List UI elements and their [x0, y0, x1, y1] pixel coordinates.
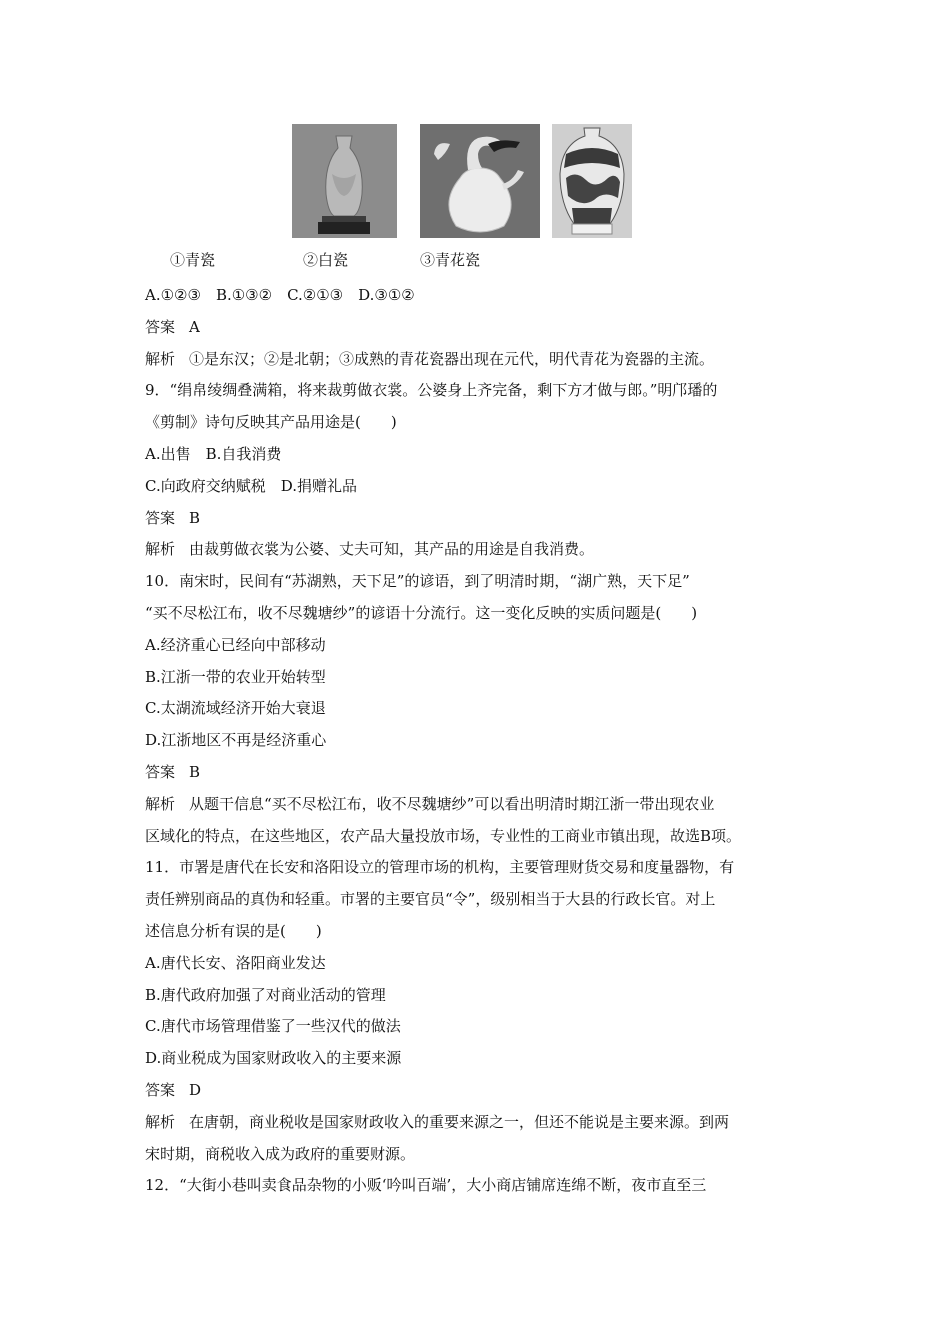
- q11-option-c: C.唐代市场管理借鉴了一些汉代的做法: [145, 1017, 401, 1036]
- q11-stem-line-3: 述信息分析有误的是( ): [145, 921, 322, 940]
- q11-option-a: A.唐代长安、洛阳商业发达: [145, 953, 326, 972]
- answer-value: A: [189, 317, 200, 336]
- analysis-text: ①是东汉；②是北朝；③成熟的青花瓷器出现在元代，明代青花为瓷器的主流。: [189, 349, 715, 368]
- q8-analysis: [145, 344, 813, 376]
- q11-option-b: B.唐代政府加强了对商业活动的管理: [145, 985, 386, 1004]
- answer-value: B: [189, 508, 201, 527]
- analysis-text: 由裁剪做衣裳为公婆、丈夫可知，其产品的用途是自我消费。: [189, 540, 595, 559]
- q11-answer: [145, 1075, 813, 1107]
- q10-option-c: C.太湖流域经济开始大衰退: [145, 699, 326, 718]
- analysis-label: 解析: [145, 349, 176, 368]
- answer-label: 答案: [145, 762, 176, 781]
- q10-analysis-line-2: 区域化的特点，在这些地区，农产品大量投放市场，专业性的工商业市镇出现，故选B项。: [145, 826, 742, 845]
- q9-analysis: [145, 534, 813, 566]
- caption-celadon: ①青瓷: [170, 251, 216, 269]
- q10-option-a: A.经济重心已经向中部移动: [145, 635, 326, 654]
- q9-stem-line-2: 《剪制》诗句反映其产品用途是( ): [145, 413, 397, 432]
- answer-value: D: [189, 1080, 202, 1099]
- q12-stem-line-1: 12．“大街小巷叫卖食品杂物的小贩‘吟叫百端’，大小商店铺席连绵不断，夜市直至三: [145, 1176, 707, 1195]
- q11-stem-line-1: 11．市署是唐代在长安和洛阳设立的管理市场的机构，主要管理财货交易和度量器物，有: [145, 858, 735, 877]
- blue-white-porcelain-vase-image: [552, 124, 632, 238]
- answer-label: 答案: [145, 1080, 176, 1099]
- q8-options: A.①②③ B.①③② C.②①③ D.③①②: [145, 286, 415, 304]
- white-porcelain-ewer-image: [420, 124, 540, 238]
- q10-stem-line-2: “买不尽松江布，收不尽魏塘纱”的谚语十分流行。这一变化反映的实质问题是( ): [145, 603, 698, 622]
- question-text: [145, 280, 813, 1202]
- answer-label: 答案: [145, 317, 176, 336]
- q9-answer: [145, 503, 813, 535]
- celadon-vase-image: [292, 124, 397, 238]
- q9-options-line-2: C.向政府交纳赋税 D.捐赠礼品: [145, 476, 357, 495]
- answer-value: B: [189, 762, 201, 781]
- q10-stem-line-1: 10．南宋时，民间有“苏湖熟，天下足”的谚语，到了明清时期，“湖广熟，天下足”: [145, 572, 690, 591]
- q9-options-line-1: A.出售 B.自我消费: [145, 444, 282, 463]
- q9-stem-line-1: 9．“绢帛绫绸叠满箱，将来裁剪做衣裳。公婆身上齐完备，剩下方才做与郎。”明邝璠的: [145, 381, 718, 400]
- caption-white-porcelain: ②白瓷: [303, 251, 349, 269]
- analysis-label: 解析: [145, 1112, 176, 1131]
- q11-option-d: D.商业税成为国家财政收入的主要来源: [145, 1049, 402, 1068]
- analysis-text: 在唐朝，商业税收是国家财政收入的重要来源之一，但还不能说是主要来源。到两: [189, 1112, 730, 1131]
- analysis-label: 解析: [145, 540, 176, 559]
- q11-analysis-line-2: 宋时期，商税收入成为政府的重要财源。: [145, 1144, 416, 1163]
- q10-option-d: D.江浙地区不再是经济重心: [145, 731, 327, 750]
- q10-answer: [145, 757, 813, 789]
- q8-answer: [145, 312, 813, 344]
- q10-option-b: B.江浙一带的农业开始转型: [145, 667, 326, 686]
- analysis-text: 从题干信息“买不尽松江布，收不尽魏塘纱”可以看出明清时期江浙一带出现农业: [189, 794, 715, 813]
- caption-blue-white-porcelain: ③青花瓷: [420, 251, 481, 269]
- q11-analysis-line-1: [145, 1107, 813, 1139]
- analysis-label: 解析: [145, 794, 176, 813]
- answer-label: 答案: [145, 508, 176, 527]
- q11-stem-line-2: 责任辨别商品的真伪和轻重。市署的主要官员“令”，级别相当于大县的行政长官。对上: [145, 890, 716, 909]
- q10-analysis-line-1: [145, 789, 813, 821]
